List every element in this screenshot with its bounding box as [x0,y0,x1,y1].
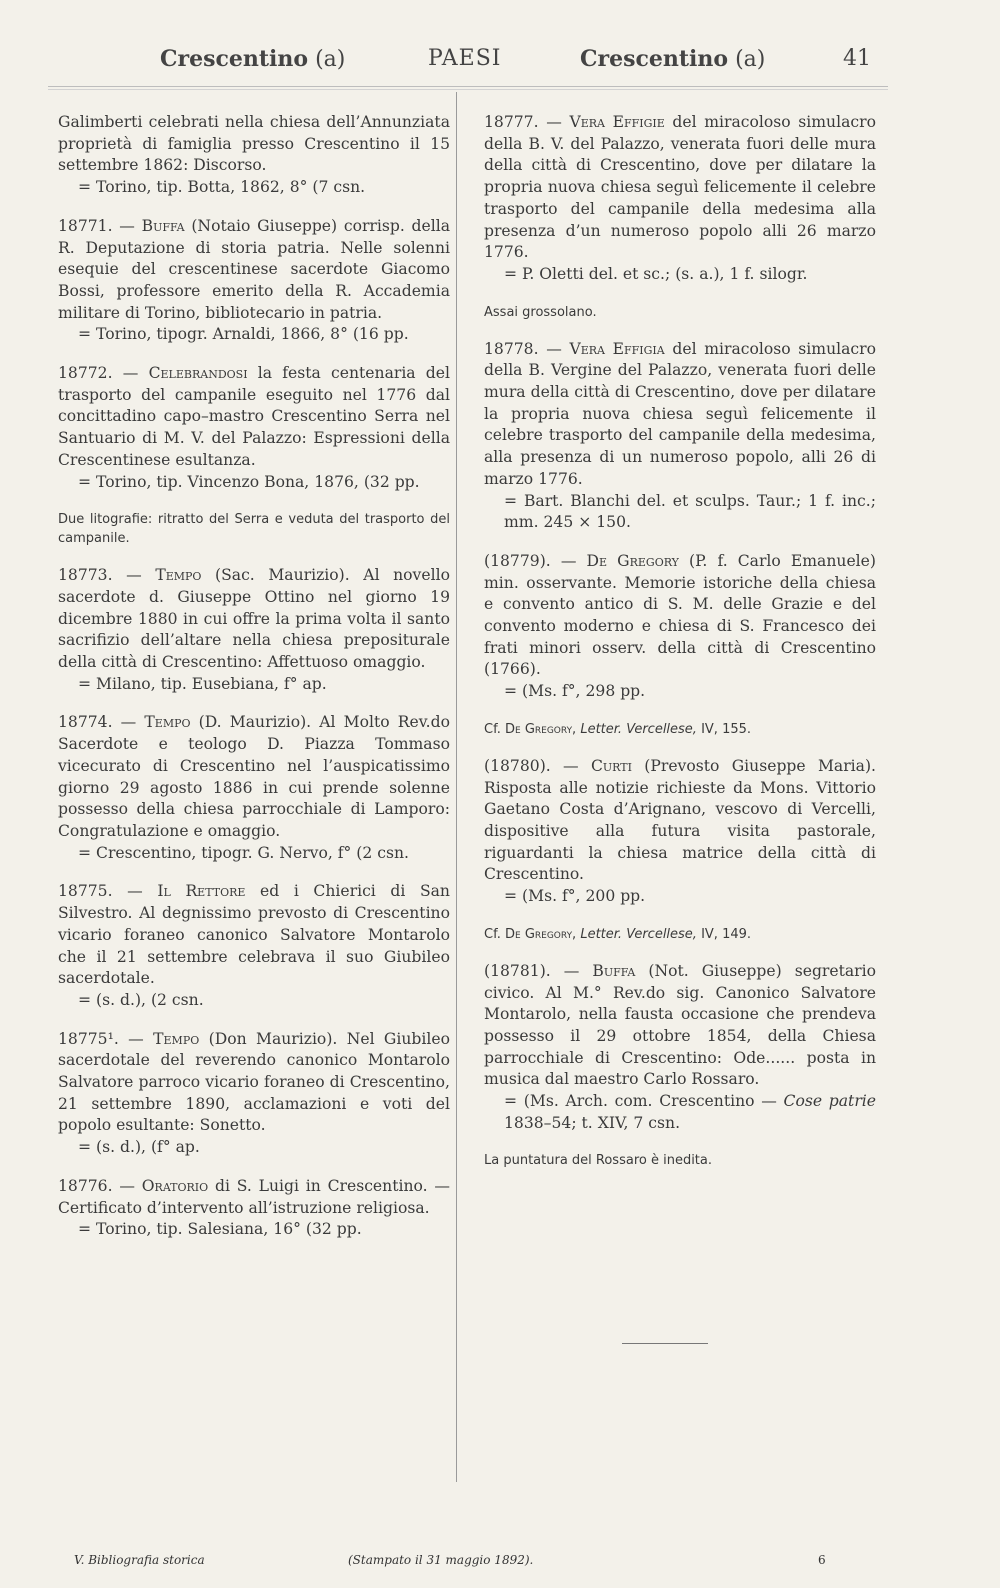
note-prefix: Cf. [484,926,501,942]
entry-author: Celebrandosi [148,364,248,383]
entry-number: 18776. — [58,1176,135,1195]
header-left-title: Crescentino [160,46,309,72]
entry-imprint: = Torino, tip. Vincenzo Bona, 1876, (32 pp. [78,472,420,491]
footer-signature: V. Bibliografia storica [74,1553,205,1567]
footer-sheet-number: 6 [818,1553,826,1567]
entry-continuation [58,112,450,199]
imprint-prefix: = (Ms. Arch. com. Crescentino — [504,1092,777,1111]
imprint-detail: 1838–54; t. XIV, 7 csn. [504,1113,681,1132]
entry-imprint: = Bart. Blanchi del. et sculps. Taur.; 1 f. inc.; mm. 245 × 150. [504,491,876,532]
entry-imprint: = (Ms. f°, 298 pp. [504,682,646,701]
entry-imprint: = Torino, tipogr. Arnaldi, 1866, 8° (16 pp. [78,325,409,344]
entry-imprint: = P. Oletti del. et sc.; (s. a.), 1 f. silogr. [504,264,808,283]
entry-number: 18778. — [484,339,562,358]
entry-text: del miracoloso simulacro della B. Vergine del Palazzo, venerata fuori delle mura della città di Crescentino, dove per dilatare la propria nuova chiesa seguì felicemente il celebre trasporto del campanile della medesima, alla presenza di un numeroso popolo, alli 26 di marzo 1776. [484,339,876,488]
entry-18781 [484,961,876,1135]
header-center: PAESI [428,46,502,71]
header-right [580,46,765,72]
entry-text: di S. Luigi in Crescentino. — Certificato d’intervento all’istruzione religiosa. [58,1176,450,1217]
entry-author: Buffa [592,961,636,980]
entry-author: De Gregory [586,551,679,570]
entry-number: 18773. — [58,566,142,585]
entry-title: Vera Effigie [569,113,665,131]
running-header [0,46,1000,82]
entry-imprint [484,1091,876,1134]
header-rule [48,86,888,90]
imprint-title: Cose patrie [783,1092,876,1111]
entry-text: (Sac. Maurizio). Al novello sacerdote d. Giuseppe Ottino nel giorno 19 dicembre 1880 in cui offre la prima volta il santo sacrifizio dell’altare nella chiesa prepositurale della città di Crescentino: Affettuoso omaggio. [58,566,450,672]
entry-note: Due litografie: ritratto del Serra e veduta del trasporto del campanile. [58,512,450,547]
header-right-title: Crescentino [580,46,729,72]
entry-note [484,720,876,739]
entry-imprint: = Torino, tip. Botta, 1862, 8° (7 csn. [78,178,366,197]
entry-imprint: = Crescentino, tipogr. G. Nervo, f° (2 csn. [78,843,409,862]
entry-author: Curti [590,756,632,775]
entry-number: (18781). — [484,961,580,980]
section-end-rule [622,1343,708,1344]
entry-text: Galimberti celebrati nella chiesa dell’Annunziata proprietà di famiglia presso Crescentino il 15 settembre 1862: Discorso. [58,113,450,175]
entry-text: (P. f. Carlo Emanuele) min. osservante. Memorie istoriche della chiesa e convento antico di S. M. delle Grazie e del convento moderno e chiesa di S. Francesco dei frati minori osserv. della città di Crescentino (1766). [484,551,876,679]
entry-18780 [484,756,876,908]
entry-author: Tempo [144,713,191,732]
entry-18774 [58,712,450,864]
note-ref: IV, 155. [701,721,752,737]
entry-18777 [484,112,876,286]
entry-title: Vera Effigia [569,339,665,358]
entry-18779 [484,551,876,703]
entry-number: (18779). — [484,551,577,570]
note-prefix: Cf. [484,721,501,737]
header-right-suffix: (a) [735,47,766,72]
note-ref: IV, 149. [701,926,752,942]
entry-note [484,925,876,944]
entry-author: Tempo [155,566,202,585]
entry-imprint: = Torino, tip. Salesiana, 16° (32 pp. [78,1220,362,1239]
entry-text: la festa centenaria del trasporto del campanile eseguito nel 1776 dal concittadino capo–mastro Crescentino Serra nel Santuario di M. V. del Palazzo: Espressioni della Crescentinese esultanza. [58,364,451,469]
entry-number: (18780). — [484,756,579,775]
note-title: Letter. Vercellese, [580,926,697,942]
right-column [484,112,876,1187]
entry-number: 18775. — [58,882,143,901]
entry-note: La puntatura del Rossaro è inedita. [484,1153,713,1169]
note-author: De Gregory, [504,926,577,942]
entry-imprint: = (Ms. f°, 200 pp. [504,887,646,906]
entry-18775 [58,881,450,1011]
entry-text: (Prevosto Giuseppe Maria). Risposta alle notizie richieste da Mons. Vittorio Gaetano Costa d’Arignano, vescovo di Vercelli, dispositive alla futura visita pastorale, riguardanti la chiesa matrice della città di Crescentino. [484,756,877,884]
column-divider [456,92,457,1482]
entry-number: 18772. — [58,364,139,383]
entry-imprint: = (s. d.), (2 csn. [78,990,204,1009]
entry-18776 [58,1176,450,1241]
note-title: Letter. Vercellese, [580,721,697,737]
entry-author: Il Rettore [157,882,246,901]
entry-number: 18777. — [484,113,562,131]
entry-imprint: = Milano, tip. Eusebiana, f° ap. [78,674,327,693]
entry-18772 [58,363,450,493]
left-column [58,112,450,1258]
footer-print-date: (Stampato il 31 maggio 1892). [348,1553,534,1567]
entry-18778 [484,339,876,534]
entry-imprint: = (s. d.), (f° ap. [78,1138,200,1157]
entry-18771 [58,216,450,346]
entry-number: 18771. — [58,216,135,235]
entry-note: Assai grossolano. [484,304,597,320]
entry-text: ed i Chierici di San Silvestro. Al degnissimo prevosto di Crescentino vicario foraneo canonico Salvatore Montarolo che il 21 settembre celebrava il suo Giubileo sacerdotale. [58,882,450,988]
entry-text: (Notaio Giuseppe) corrisp. della R. Deputazione di storia patria. Nelle solenni esequie del crescentinese sacerdote Giacomo Bossi, professore emerito della R. Accademia militare di Torino, bibliotecario in patria. [58,216,450,322]
entry-text: del miracoloso simulacro della B. V. del Palazzo, venerata fuori delle mura della città di Crescentino, dove per dilatare la propria nuova chiesa seguì felicemente il celebre trasporto del campanile della medesima alla presenza d’un numeroso popolo alli 26 marzo 1776. [484,113,876,262]
entry-text: (Not. Giuseppe) segretario civico. Al M.° Rev.do sig. Canonico Salvatore Montarolo, nella fausta occasione che prendeva possesso il 29 ottobre 1854, della Chiesa parrocchiale di Crescentino: Ode...... posta in musica dal maestro Carlo Rossaro. [484,961,876,1089]
entry-author: Tempo [153,1029,200,1048]
entry-18775-1 [58,1029,450,1159]
entry-number: 18775¹. — [58,1029,144,1048]
entry-text: (Don Maurizio). Nel Giubileo sacerdotale del reverendo canonico Montarolo Salvatore parroco vicario foraneo di Crescentino, 21 settembre 1890, acclamazioni e voti del popolo esultante: Sonetto. [58,1029,450,1135]
header-left-suffix: (a) [315,47,346,72]
entry-author: Oratorio [141,1176,209,1195]
note-author: De Gregory, [504,721,577,737]
entry-text: (D. Maurizio). Al Molto Rev.do Sacerdote e teologo D. Piazza Tommaso vicecurato di Crescentino nel l’auspicatissimo giorno 29 agosto 1886 in cui prende solenne possesso della chiesa parrocchiale di Lamporo: Congratulazione e omaggio. [58,713,450,840]
entry-18773 [58,565,450,695]
entry-number: 18774. — [58,713,137,732]
page-number: 41 [843,46,871,71]
header-left [160,46,345,72]
entry-author: Buffa [141,216,185,235]
